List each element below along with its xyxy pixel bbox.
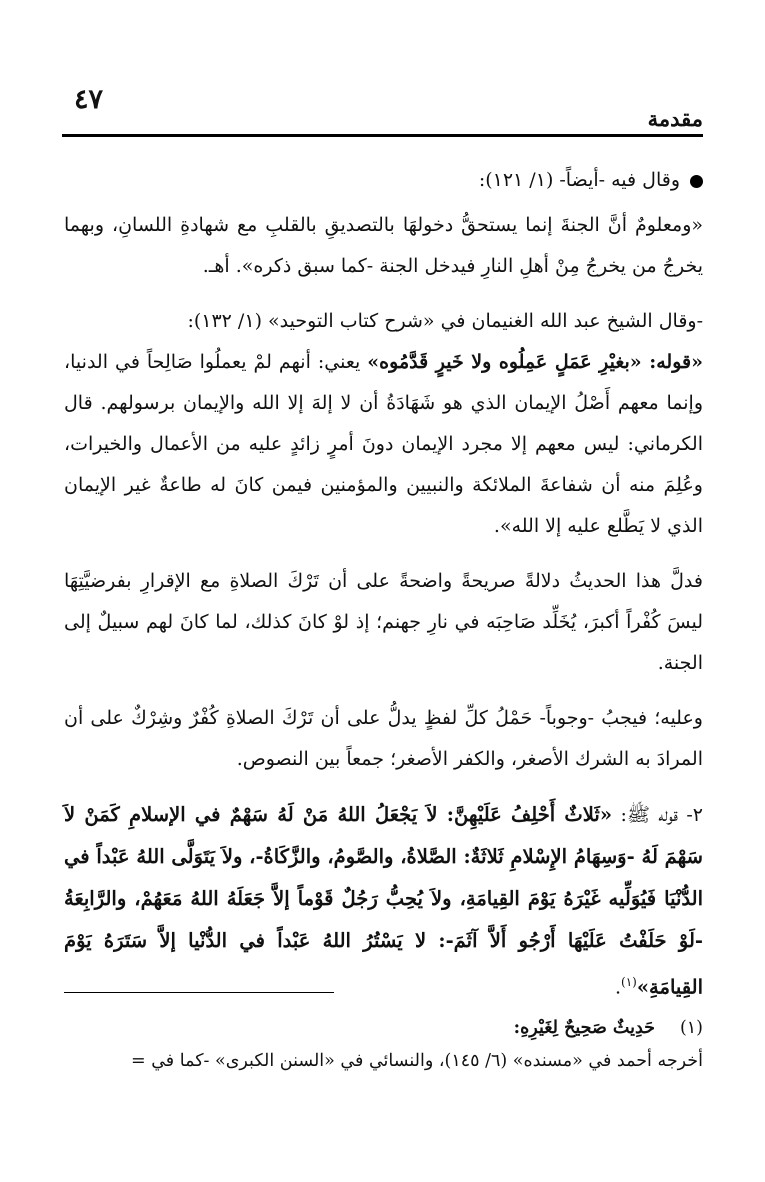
paragraph-intro	[64, 160, 703, 201]
paragraph-ghunayman	[64, 301, 703, 547]
paragraph-hadith	[64, 794, 703, 1008]
footnote-heading-line	[64, 1012, 703, 1045]
footnote-marker[interactable]: (١)	[621, 975, 637, 989]
paragraph-text: يعني: أنهم لمْ يعملُوا صَالِحاً في الدنيا، وإنما معهم أَصْلُ الإيمان الذي هو شَهَادَةُ أن لا إلهَ إلا الله والإيمان برسولهم. قال الكرماني: ليس معهم إلا مجرد الإيمان دونَ أمرٍ زائدٍ عليه من الأعمال والخيرات، وعُلِمَ منه أن شفاعةَ الملائكة والنبيين والمؤمنين فيمن كانَ له طاعةٌ غير الإيمان الذي لا يَطَّلع عليه إلا الله».	[64, 351, 703, 537]
section-title: مقدمة	[647, 106, 703, 131]
footnote-rule	[64, 992, 334, 993]
paragraph-ruling: وعليه؛ فيجبُ -وجوباً- حَمْلُ كلِّ لفظٍ يدلُّ على أن تَرْكَ الصلاةِ كُفْرٌ وشِرْكٌ على أن المرادَ به الشرك الأصغر، والكفر الأصغر؛ جمعاً بين النصوص.	[64, 707, 703, 770]
footnote-heading: حَدِيثٌ صَحِيحٌ لِغَيْرِهِ:	[513, 1018, 655, 1038]
paragraph-conclusion: فدلَّ هذا الحديثُ دلالةً صريحةً واضحةً على أن تَرْكَ الصلاةِ مع الإقرارِ بفرضيَّتِهَا ليسَ كُفْراً أكبرَ، يُخَلِّد صَاحِبَه في نارِ جهنم؛ إذ لوْ كانَ كذلك، لما كانَ لهم سبيلٌ إلى الجنة.	[64, 570, 703, 674]
hadith-phrase: «قوله: «بغيْرِ عَمَلٍ عَمِلُوه ولا خَيرٍ قَدَّمُوه»	[367, 351, 703, 373]
bullet-icon	[690, 175, 703, 188]
header-rule	[62, 134, 703, 137]
hadith-intro: ٢- قوله ﷺ:	[612, 804, 703, 826]
footnote	[64, 1012, 703, 1078]
main-text	[64, 160, 703, 1022]
hadith-end: .	[614, 976, 622, 999]
hadith-text: «ثَلاثٌ أَحْلِفُ عَلَيْهِنَّ: لاَ يَجْعَلُ اللهُ مَنْ لَهُ سَهْمٌ في الإسلامِ كَمَنْ لاَ سَهْمَ لَهُ -وَسِهَامُ الإِسْلامِ ثَلاثَةٌ: الصَّلاةُ، والصَّومُ، والزَّكَاةُ-، ولاَ يَتَوَلَّى اللهُ عَبْداً في الدُّنْيَا فَيُوَلِّيه غَيْرَهُ يَوْمَ القِيامَةِ، ولاَ يُحِبُّ رَجُلٌ قَوْماً إلاَّ جَعَلَهُ اللهُ مَعَهُمْ، والرَّابِعَةُ -لَوْ حَلَفْتُ عَلَيْهَا أَرْجُو أَلاَّ آثَمَ-: لا يَسْتُرُ اللهُ عَبْداً في الدُّنْيا إلاَّ سَتَرَهُ يَوْمَ القِيامَةِ»	[64, 803, 703, 999]
page-number: ٤٧	[74, 84, 104, 115]
paragraph-intro-text: -وقال الشيخ عبد الله الغنيمان في «شرح كتاب التوحيد» (١/ ١٣٢):	[187, 310, 703, 332]
paragraph-quote: «ومعلومٌ أنَّ الجنةَ إنما يستحقُّ دخولهَا بالتصديقِ بالقلبِ مع شهادةِ اللسانِ، وبهما يخرجُ من يخرجُ مِنْ أهلِ النارِ فيدخل الجنة -كما سبق ذكره». أهـ.	[64, 214, 703, 277]
footnote-number: (١)	[679, 1018, 703, 1038]
footnote-text: أخرجه أحمد في «مسنده» (٦/ ١٤٥)، والنسائي في «السنن الكبرى» -كما في =	[131, 1051, 703, 1071]
paragraph-text: وقال فيه -أيضاً- (١/ ١٢١):	[478, 169, 680, 191]
